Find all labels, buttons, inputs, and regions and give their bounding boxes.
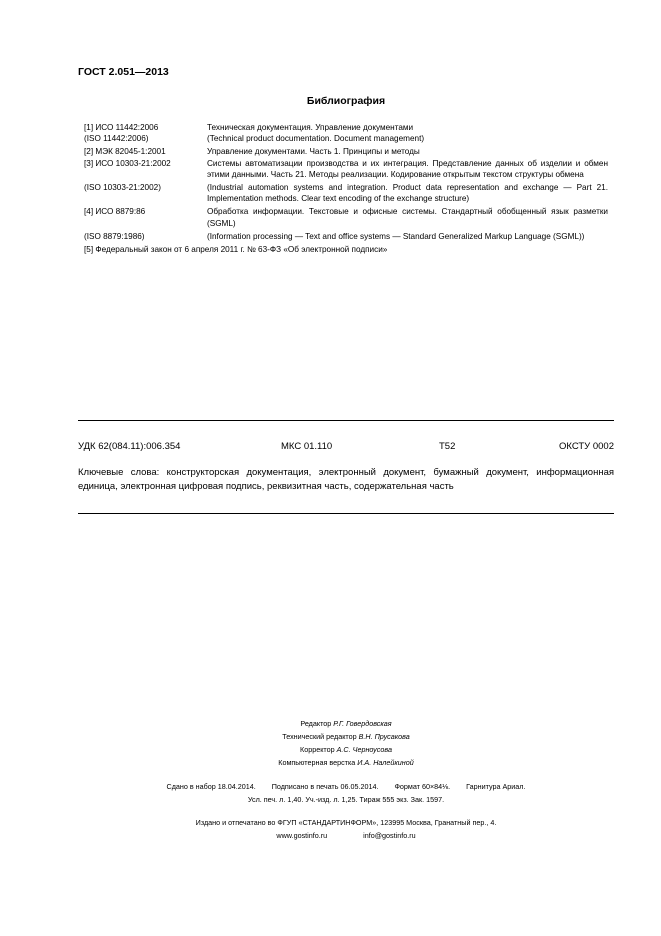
bibliography-ref: [3] ИСО 10303-21:2002 bbox=[84, 158, 171, 168]
keywords: Ключевые слова: конструкторская документация, электронный документ, бумажный документ, информационная единица, электронная цифровая подпись, реквизитная часть, содержательная часть bbox=[78, 467, 614, 492]
print-sheets: Усл. печ. л. 1,40. bbox=[247, 795, 304, 804]
bibliography-entry bbox=[84, 158, 608, 180]
publisher-website: www.gostinfo.ru bbox=[276, 831, 328, 840]
bibliography-text: Системы автоматизации производства и их интеграция. Представление данных об изделии и обмен этими данными. Часть 21. Методы реализации. Кодирование открытым текстом структуры обмена bbox=[207, 158, 608, 179]
credit-corrector bbox=[0, 743, 661, 756]
bibliography-title: Библиография bbox=[306, 95, 386, 107]
bibliography-list bbox=[84, 122, 608, 257]
bibliography-text: Техническая документация. Управление документами bbox=[207, 123, 414, 132]
credit-label: Технический редактор bbox=[282, 732, 357, 741]
printing-line-1 bbox=[0, 780, 661, 793]
bibliography-ref: [1] ИСО 11442:2006 bbox=[84, 123, 159, 132]
publisher-email: info@gostinfo.ru bbox=[363, 831, 416, 840]
circulation: Тираж 555 экз. bbox=[359, 795, 409, 804]
credit-editor bbox=[0, 717, 661, 730]
bibliography-ref: (ISO 11442:2006) bbox=[84, 134, 149, 144]
bibliography-law: [5] Федеральный закон от 6 апреля 2011 г. № 63-ФЗ «Об электронной подписи» bbox=[84, 245, 388, 255]
set-date: Сдано в набор 18.04.2014. bbox=[166, 782, 256, 791]
printing-info bbox=[0, 780, 661, 806]
udc-code: УДК 62(084.11):006.354 bbox=[78, 441, 181, 452]
publisher-info bbox=[0, 816, 661, 842]
sign-date: Подписано в печать 06.05.2014. bbox=[271, 782, 379, 791]
bibliography-entry bbox=[84, 231, 608, 242]
mks-code: МКС 01.110 bbox=[281, 441, 333, 452]
bibliography-text: Обработка информации. Текстовые и офисные системы. Стандартный обобщенный язык разметки (SGML) bbox=[207, 207, 608, 228]
divider-bottom bbox=[78, 513, 614, 514]
bibliography-entry bbox=[84, 182, 608, 204]
bibliography-ref: [2] МЭК 82045-1:2001 bbox=[84, 147, 166, 157]
publisher-contacts bbox=[0, 829, 661, 842]
bibliography-entry bbox=[84, 122, 608, 133]
bibliography-text: (Information processing — Text and office systems — Standard Generalized Markup Language (SGML)) bbox=[207, 231, 585, 241]
bibliography-ref: [4] ИСО 8879:86 bbox=[84, 207, 146, 217]
credit-label: Компьютерная верстка bbox=[278, 758, 356, 767]
typeface: Гарнитура Ариал. bbox=[466, 782, 526, 791]
bibliography-entry bbox=[84, 206, 608, 228]
credit-name: А.С. Черноусова bbox=[336, 745, 392, 754]
okstu-code: ОКСТУ 0002 bbox=[559, 441, 614, 452]
credits-block bbox=[0, 717, 661, 769]
credit-name: Р.Г. Говердовская bbox=[333, 719, 392, 728]
document-header: ГОСТ 2.051—2013 bbox=[78, 66, 169, 78]
format: Формат 60×84⅛. bbox=[394, 782, 451, 791]
t-code: Т52 bbox=[439, 441, 456, 452]
publisher-line: Издано и отпечатано во ФГУП «СТАНДАРТИНФОРМ», 123995 Москва, Гранатный пер., 4. bbox=[195, 818, 497, 827]
order-number: Зак. 1597. bbox=[410, 795, 445, 804]
bibliography-text: (Technical product documentation. Document management) bbox=[207, 134, 425, 144]
bibliography-entry bbox=[84, 244, 608, 255]
credit-label: Корректор bbox=[300, 745, 335, 754]
credit-name: В.Н. Прусакова bbox=[358, 732, 410, 741]
bibliography-ref: (ISO 8879:1986) bbox=[84, 231, 145, 241]
printing-line-2 bbox=[0, 793, 661, 806]
credit-tech-editor bbox=[0, 730, 661, 743]
bibliography-text: Управление документами. Часть 1. Принципы и методы bbox=[207, 147, 420, 157]
credit-layout bbox=[0, 756, 661, 769]
bibliography-entry bbox=[84, 146, 608, 157]
credit-name: И.А. Налейкиной bbox=[357, 758, 414, 767]
bibliography-ref: (ISO 10303-21:2002) bbox=[84, 183, 161, 193]
divider-top bbox=[78, 420, 614, 421]
bibliography-text: (Industrial automation systems and integration. Product data representation and exchange — Part 21. Implementation methods. Clear text encoding of the exchange structure) bbox=[207, 183, 608, 204]
bibliography-entry bbox=[84, 133, 608, 144]
credit-label: Редактор bbox=[300, 719, 332, 728]
pub-sheets: Уч.-изд. л. 1,25. bbox=[305, 795, 358, 804]
